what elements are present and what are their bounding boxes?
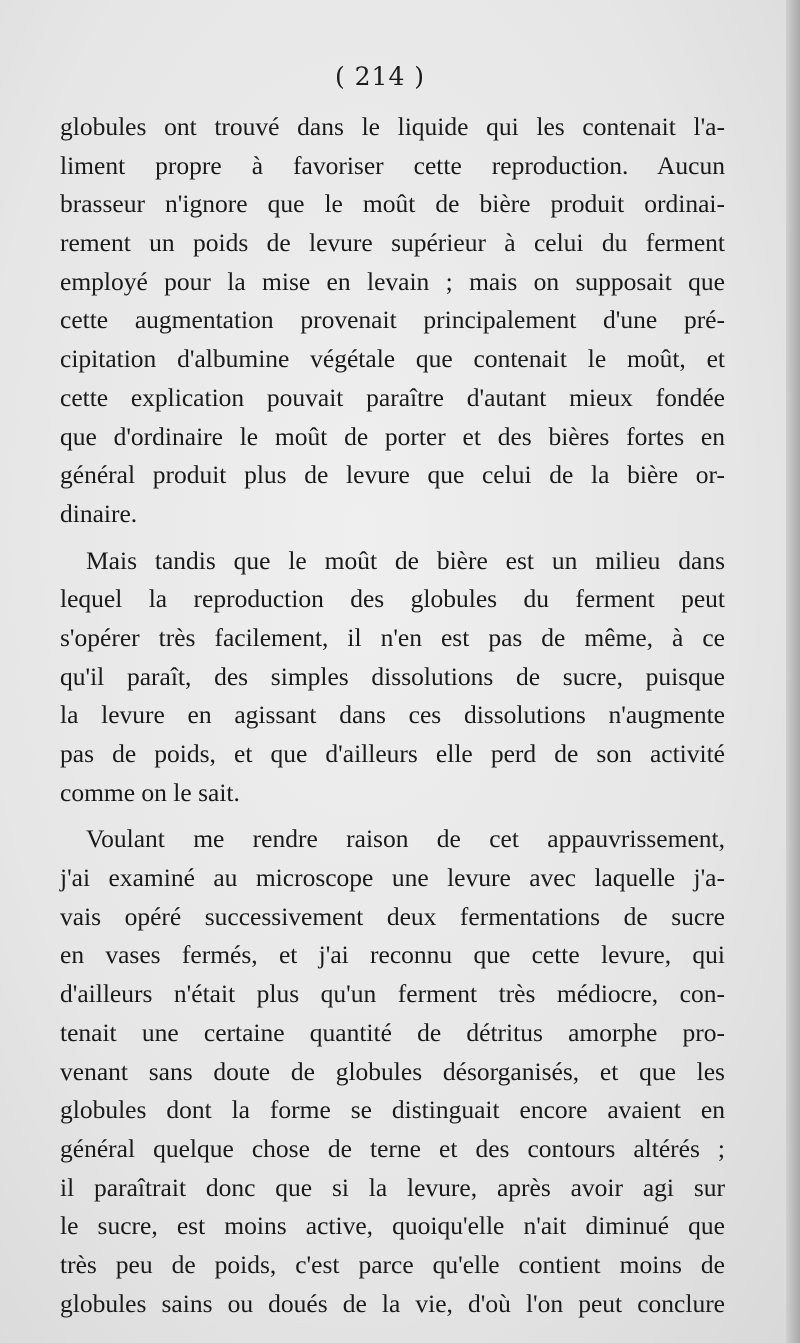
text-line: j'ai examiné au microscope une levure avec laquelle j'a- (60, 863, 725, 893)
text-line: très peu de poids, c'est parce qu'elle contient moins de (60, 1249, 725, 1279)
text-line: que d'ordinaire le moût de porter et des bières fortes en (60, 421, 725, 451)
text-line: Mais tandis que le moût de bière est un milieu dans (86, 545, 725, 575)
text-line: cette augmentation provenait principalement d'une pré- (60, 305, 725, 335)
text-line: brasseur n'ignore que le moût de bière produit ordinai- (60, 189, 725, 219)
text-line: d'ailleurs n'était plus qu'un ferment très médiocre, con- (60, 979, 725, 1009)
paragraph-1 (60, 108, 725, 534)
text-line: il paraîtrait donc que si la levure, après avoir agi sur (60, 1172, 725, 1202)
text-line: général produit plus de levure que celui de la bière or- (60, 460, 725, 490)
paragraph-gap (60, 534, 725, 542)
text-line: comme on le sait. (60, 777, 240, 807)
text-line: tenait une certaine quantité de détritus amorphe pro- (60, 1017, 725, 1047)
text-line: cette explication pouvait paraître d'autant mieux fondée (60, 382, 725, 412)
text-line: le sucre, est moins active, quoiqu'elle n'ait diminué que (60, 1211, 725, 1241)
text-line: qu'il paraît, des simples dissolutions de sucre, puisque (60, 661, 725, 691)
paragraph-3 (60, 820, 725, 1323)
text-line: venant sans doute de globules désorganisés, et que les (60, 1056, 725, 1086)
text-line: vais opéré successivement deux fermentations de sucre (60, 901, 725, 931)
text-line: général quelque chose de terne et des contours altérés ; (60, 1133, 725, 1163)
text-line: pas de poids, et que d'ailleurs elle perd de son activité (60, 739, 725, 768)
text-line: dinaire. (60, 498, 138, 528)
text-line: globules sains ou doués de la vie, d'où l'on peut conclure (60, 1288, 725, 1318)
text-line: la levure en agissant dans ces dissolutions n'augmente (60, 700, 725, 730)
body-text (60, 108, 725, 1323)
paragraph-gap (60, 812, 725, 820)
page-number: ( 214 ) (334, 62, 426, 91)
text-line: globules ont trouvé dans le liquide qui les contenait l'a- (60, 112, 725, 141)
text-line: s'opérer très facilement, il n'en est pas de même, à ce (60, 622, 725, 652)
paragraph-2 (60, 542, 725, 813)
text-line: Voulant me rendre raison de cet appauvrissement, (86, 824, 725, 854)
text-line: cipitation d'albumine végétale que contenait le moût, et (60, 344, 725, 374)
text-line: lequel la reproduction des globules du ferment peut (60, 584, 725, 614)
text-line: liment propre à favoriser cette reproduction. Aucun (60, 150, 725, 180)
text-line: rement un poids de levure supérieur à celui du ferment (60, 228, 725, 258)
text-line: employé pour la mise en levain ; mais on supposait que (60, 266, 725, 296)
page-edge (786, 0, 800, 1343)
text-line: globules dont la forme se distinguait encore avaient en (60, 1095, 725, 1125)
text-line: en vases fermés, et j'ai reconnu que cette levure, qui (60, 940, 725, 970)
